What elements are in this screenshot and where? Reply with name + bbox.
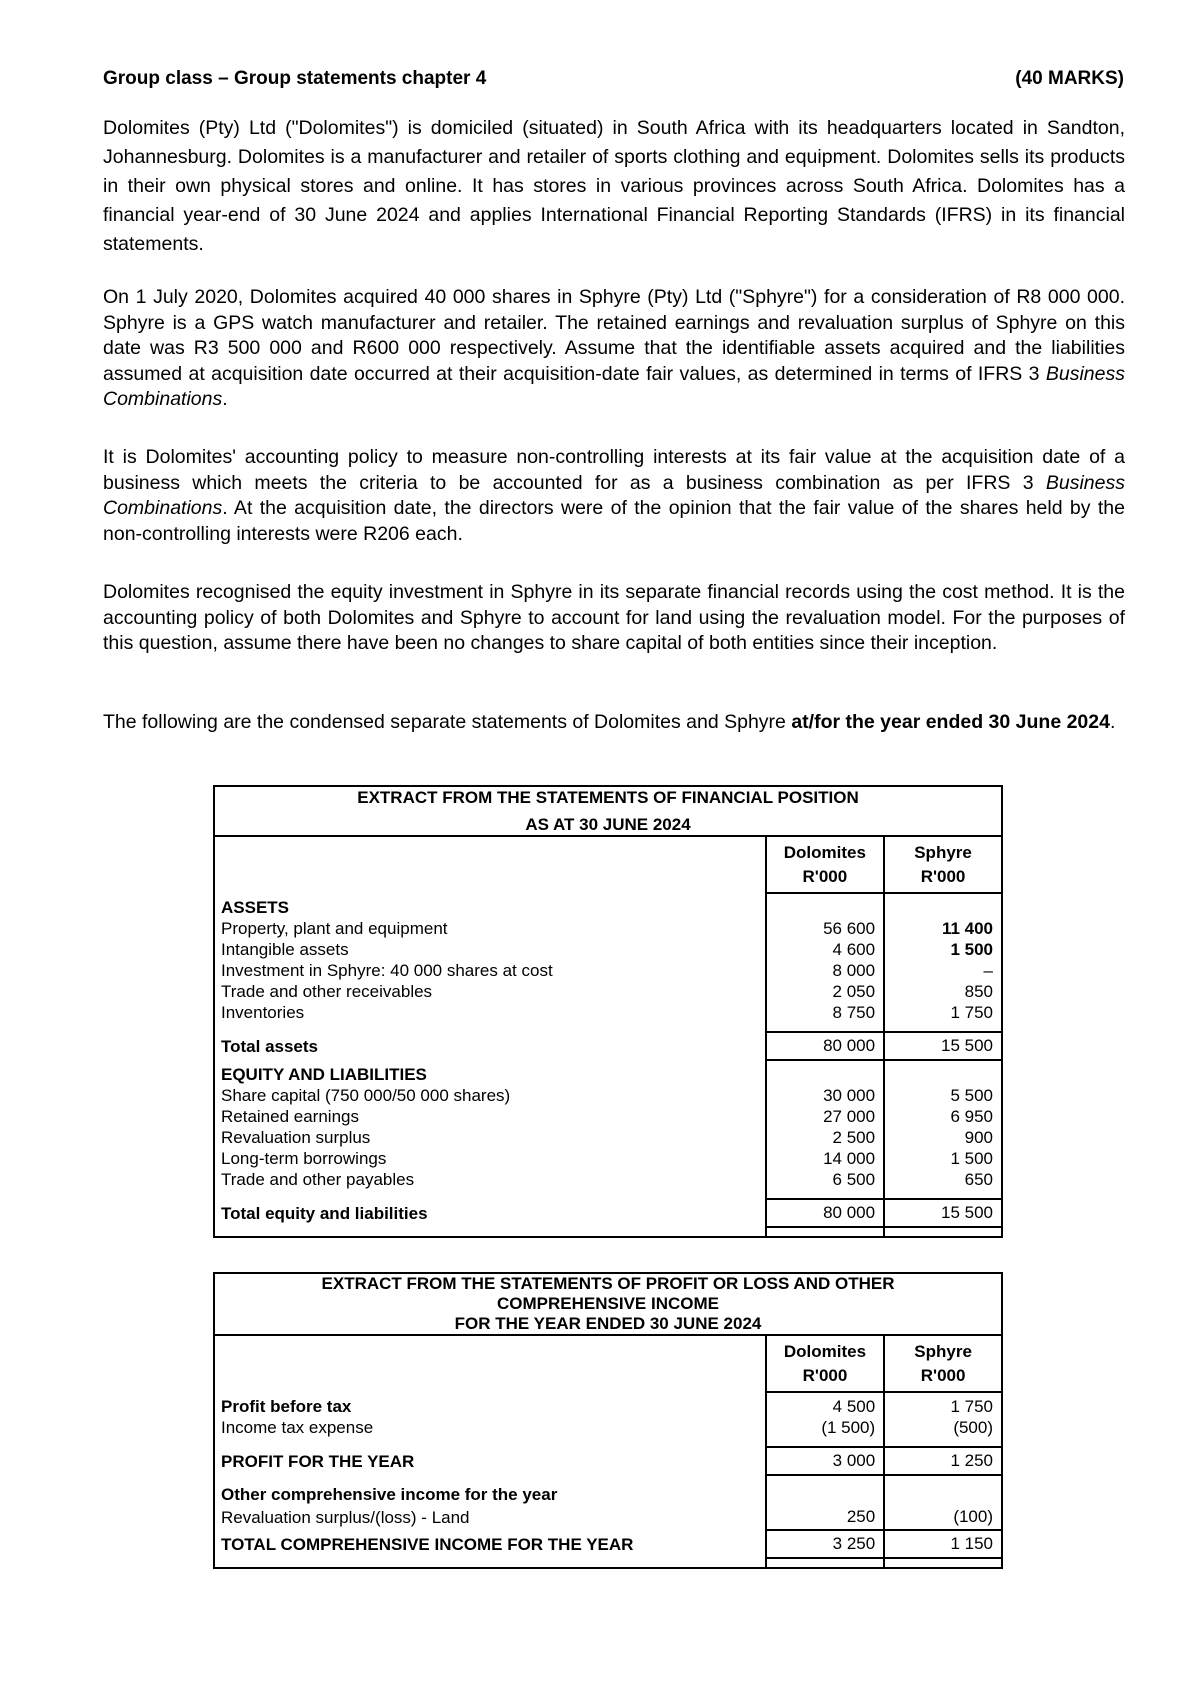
sphyre-value: 900	[884, 1127, 1002, 1148]
empty-cell	[884, 893, 1002, 918]
row-label: Profit before tax	[221, 1397, 352, 1416]
paragraph-text: On 1 July 2020, Dolomites acquired 40 000 shares in Sphyre (Pty) Ltd ("Sphyre") for a consideration of R8 000 000. Sphyre is a GPS watch manufacturer and retailer. The retained earnings and revaluation surplus of Sphyre on this date was R3 500 000 and R600 000 respectively. Assume that the identifiable assets acquired and the liabilities assumed at acquisition date occurred at their acquisition-date fair values, as determined in terms of IFRS 3	[103, 286, 1125, 385]
dolomites-value: 6 500	[766, 1169, 884, 1190]
col-name: Dolomites	[783, 1342, 867, 1361]
page-header	[103, 68, 1124, 90]
dolomites-value: 27 000	[766, 1106, 884, 1127]
dolomites-value: 56 600	[766, 918, 884, 939]
sphyre-value: 1 750	[884, 1002, 1002, 1023]
pl-col-dolomites	[766, 1335, 884, 1392]
row-label: Inventories	[221, 1003, 305, 1022]
empty-cell	[766, 1558, 884, 1568]
row-label: Trade and other payables	[221, 1170, 415, 1189]
col-name: Dolomites	[783, 843, 866, 862]
empty-cell	[214, 1438, 766, 1447]
row-label: Retained earnings	[221, 1107, 359, 1126]
table-row	[214, 960, 1002, 981]
empty-cell	[884, 1475, 1002, 1484]
paragraph-text: The following are the condensed separate statements of Dolomites and Sphyre	[103, 711, 792, 733]
empty-cell	[214, 1558, 766, 1568]
row-label: Trade and other receivables	[221, 982, 433, 1001]
table-row	[214, 1127, 1002, 1148]
pl-title-line2: COMPREHENSIVE INCOME	[497, 1294, 719, 1313]
dolomites-value: 2 050	[766, 981, 884, 1002]
sphyre-value: (100)	[884, 1505, 1002, 1530]
dolomites-value: 8 750	[766, 1002, 884, 1023]
table-row	[214, 981, 1002, 1002]
sphyre-value: 5 500	[884, 1085, 1002, 1106]
table-row	[214, 1106, 1002, 1127]
empty-cell	[884, 1190, 1002, 1199]
table-row	[214, 918, 1002, 939]
sphyre-value: 1 500	[884, 1148, 1002, 1169]
col-name: Sphyre	[914, 1342, 972, 1361]
sphyre-value: 1 150	[884, 1530, 1002, 1558]
row-label: Share capital (750 000/50 000 shares)	[221, 1086, 511, 1105]
row-label: Revaluation surplus	[221, 1128, 371, 1147]
row-label: Investment in Sphyre: 40 000 shares at cost	[221, 961, 553, 980]
bold-text: at/for the year ended 30 June 2024	[791, 711, 1110, 733]
profit-row	[214, 1447, 1002, 1475]
row-label: Income tax expense	[221, 1418, 374, 1437]
empty-cell	[884, 1023, 1002, 1032]
sphyre-value: 850	[884, 981, 1002, 1002]
pl-title	[214, 1273, 1002, 1335]
assets-heading: ASSETS	[221, 898, 290, 917]
empty-cell	[214, 1227, 766, 1237]
table-row	[214, 1148, 1002, 1169]
italic-text: Business Combinations	[103, 362, 1125, 410]
italic-text: Business Combinations	[103, 471, 1125, 519]
paragraph-acquisition	[103, 285, 1125, 413]
sphyre-value: (500)	[884, 1417, 1002, 1438]
spacer-row	[214, 1558, 1002, 1568]
pl-title-line1: EXTRACT FROM THE STATEMENTS OF PROFIT OR LOSS AND OTHER	[321, 1274, 895, 1293]
row-label: TOTAL COMPREHENSIVE INCOME FOR THE YEAR	[221, 1535, 634, 1554]
dolomites-value: 4 600	[766, 939, 884, 960]
dolomites-value: 14 000	[766, 1148, 884, 1169]
dolomites-value: 3 000	[766, 1447, 884, 1475]
total-assets-row	[214, 1032, 1002, 1060]
paragraph-cost-method: Dolomites recognised the equity investment in Sphyre in its separate financial records using the cost method. It is the accounting policy of both Dolomites and Sphyre to account for land using the revaluation model. For the purposes of this question, assume there have been no changes to share capital of both entities since their inception.	[103, 581, 1125, 654]
empty-cell	[884, 1438, 1002, 1447]
col-name: Sphyre	[914, 843, 972, 862]
empty-cell	[766, 1227, 884, 1237]
sfp-title	[214, 786, 1002, 836]
empty-cell	[214, 1475, 766, 1484]
table-row	[214, 1002, 1002, 1023]
empty-cell	[884, 1227, 1002, 1237]
sfp-table	[213, 785, 1003, 1238]
empty-cell	[766, 1023, 884, 1032]
sfp-col-sphyre	[884, 836, 1002, 893]
sphyre-value: 11 400	[884, 918, 1002, 939]
sfp-equity-heading-row	[214, 1060, 1002, 1085]
sphyre-value: –	[884, 960, 1002, 981]
empty-cell	[766, 1484, 884, 1505]
table-row	[214, 1169, 1002, 1190]
oci-heading: Other comprehensive income for the year	[221, 1485, 558, 1504]
empty-cell	[766, 1475, 884, 1484]
empty-cell	[214, 1023, 766, 1032]
spacer-row	[214, 1475, 1002, 1484]
empty-cell	[766, 1060, 884, 1085]
sphyre-value: 1 750	[884, 1392, 1002, 1417]
row-label: Intangible assets	[221, 940, 349, 959]
page-title: Group class – Group statements chapter 4	[103, 68, 487, 89]
pbt-row	[214, 1392, 1002, 1417]
pl-table	[213, 1272, 1003, 1569]
marks-label: (40 MARKS)	[1015, 68, 1124, 89]
row-label: Total equity and liabilities	[221, 1204, 428, 1223]
pl-blank-header	[214, 1335, 766, 1392]
spacer-row	[214, 1190, 1002, 1199]
tci-row	[214, 1530, 1002, 1558]
paragraph-text: . At the acquisition date, the directors were of the opinion that the fair value of the shares held by the non-controlling interests were R206 each.	[103, 497, 1125, 545]
equity-heading: EQUITY AND LIABILITIES	[221, 1065, 427, 1084]
pl-col-sphyre	[884, 1335, 1002, 1392]
paragraph-text: It is Dolomites' accounting policy to measure non-controlling interests at its fair value at the acquisition date of a business which meets the criteria to be accounted for as a business combination as per IFRS 3	[103, 446, 1125, 494]
col-unit: R'000	[920, 867, 966, 886]
dolomites-total: 80 000	[766, 1032, 884, 1060]
sphyre-value: 650	[884, 1169, 1002, 1190]
empty-cell	[766, 1190, 884, 1199]
table-row	[214, 1085, 1002, 1106]
dolomites-value: 8 000	[766, 960, 884, 981]
col-unit: R'000	[802, 867, 848, 886]
sfp-col-dolomites	[766, 836, 884, 893]
sphyre-value: 1 250	[884, 1447, 1002, 1475]
row-label: Total assets	[221, 1037, 319, 1056]
empty-cell	[766, 1438, 884, 1447]
paragraph-nci-policy	[103, 445, 1125, 547]
dolomites-value: 3 250	[766, 1530, 884, 1558]
paragraph-text: .	[222, 388, 228, 410]
oci-heading-row	[214, 1484, 1002, 1505]
pl-title-row	[214, 1273, 1002, 1335]
spacer-row	[214, 1023, 1002, 1032]
empty-cell	[884, 1060, 1002, 1085]
tax-row	[214, 1417, 1002, 1438]
sphyre-total: 15 500	[884, 1199, 1002, 1227]
col-unit: R'000	[802, 1366, 848, 1385]
sfp-title-line1: EXTRACT FROM THE STATEMENTS OF FINANCIAL POSITION	[357, 788, 859, 807]
dolomites-total: 80 000	[766, 1199, 884, 1227]
spacer-row	[214, 1438, 1002, 1447]
dolomites-value: 2 500	[766, 1127, 884, 1148]
paragraph-text: .	[1109, 711, 1116, 733]
empty-cell	[884, 1558, 1002, 1568]
empty-cell	[884, 1484, 1002, 1505]
sphyre-value: 1 500	[884, 939, 1002, 960]
sphyre-total: 15 500	[884, 1032, 1002, 1060]
paragraph-statements-intro	[103, 710, 1125, 736]
reval-row	[214, 1505, 1002, 1530]
sfp-title-row	[214, 786, 1002, 836]
dolomites-value: 250	[766, 1505, 884, 1530]
total-equity-row	[214, 1199, 1002, 1227]
sfp-assets-heading-row	[214, 893, 1002, 918]
row-label: Property, plant and equipment	[221, 919, 448, 938]
row-label: Revaluation surplus/(loss) - Land	[221, 1508, 470, 1527]
empty-cell	[214, 1190, 766, 1199]
paragraph-company-background: Dolomites (Pty) Ltd ("Dolomites") is domiciled (situated) in South Africa with its headquarters located in Sandton, Johannesburg. Dolomites is a manufacturer and retailer of sports clothing and equipment. Dolomites sells its products in their own physical stores and online. It has stores in various provinces across South Africa. Dolomites has a financial year-end of 30 June 2024 and applies International Financial Reporting Standards (IFRS) in its financial statements.	[103, 117, 1125, 255]
row-label: PROFIT FOR THE YEAR	[221, 1452, 415, 1471]
sfp-column-header	[214, 836, 1002, 893]
row-label: Long-term borrowings	[221, 1149, 387, 1168]
empty-cell	[766, 893, 884, 918]
table-row	[214, 939, 1002, 960]
dolomites-value: 4 500	[766, 1392, 884, 1417]
sfp-blank-header	[214, 836, 766, 893]
pl-column-header	[214, 1335, 1002, 1392]
dolomites-value: 30 000	[766, 1085, 884, 1106]
pl-title-line3: FOR THE YEAR ENDED 30 JUNE 2024	[454, 1314, 762, 1333]
dolomites-value: (1 500)	[766, 1417, 884, 1438]
col-unit: R'000	[920, 1366, 966, 1385]
sfp-title-line2: AS AT 30 JUNE 2024	[525, 815, 691, 834]
sphyre-value: 6 950	[884, 1106, 1002, 1127]
spacer-row	[214, 1227, 1002, 1237]
